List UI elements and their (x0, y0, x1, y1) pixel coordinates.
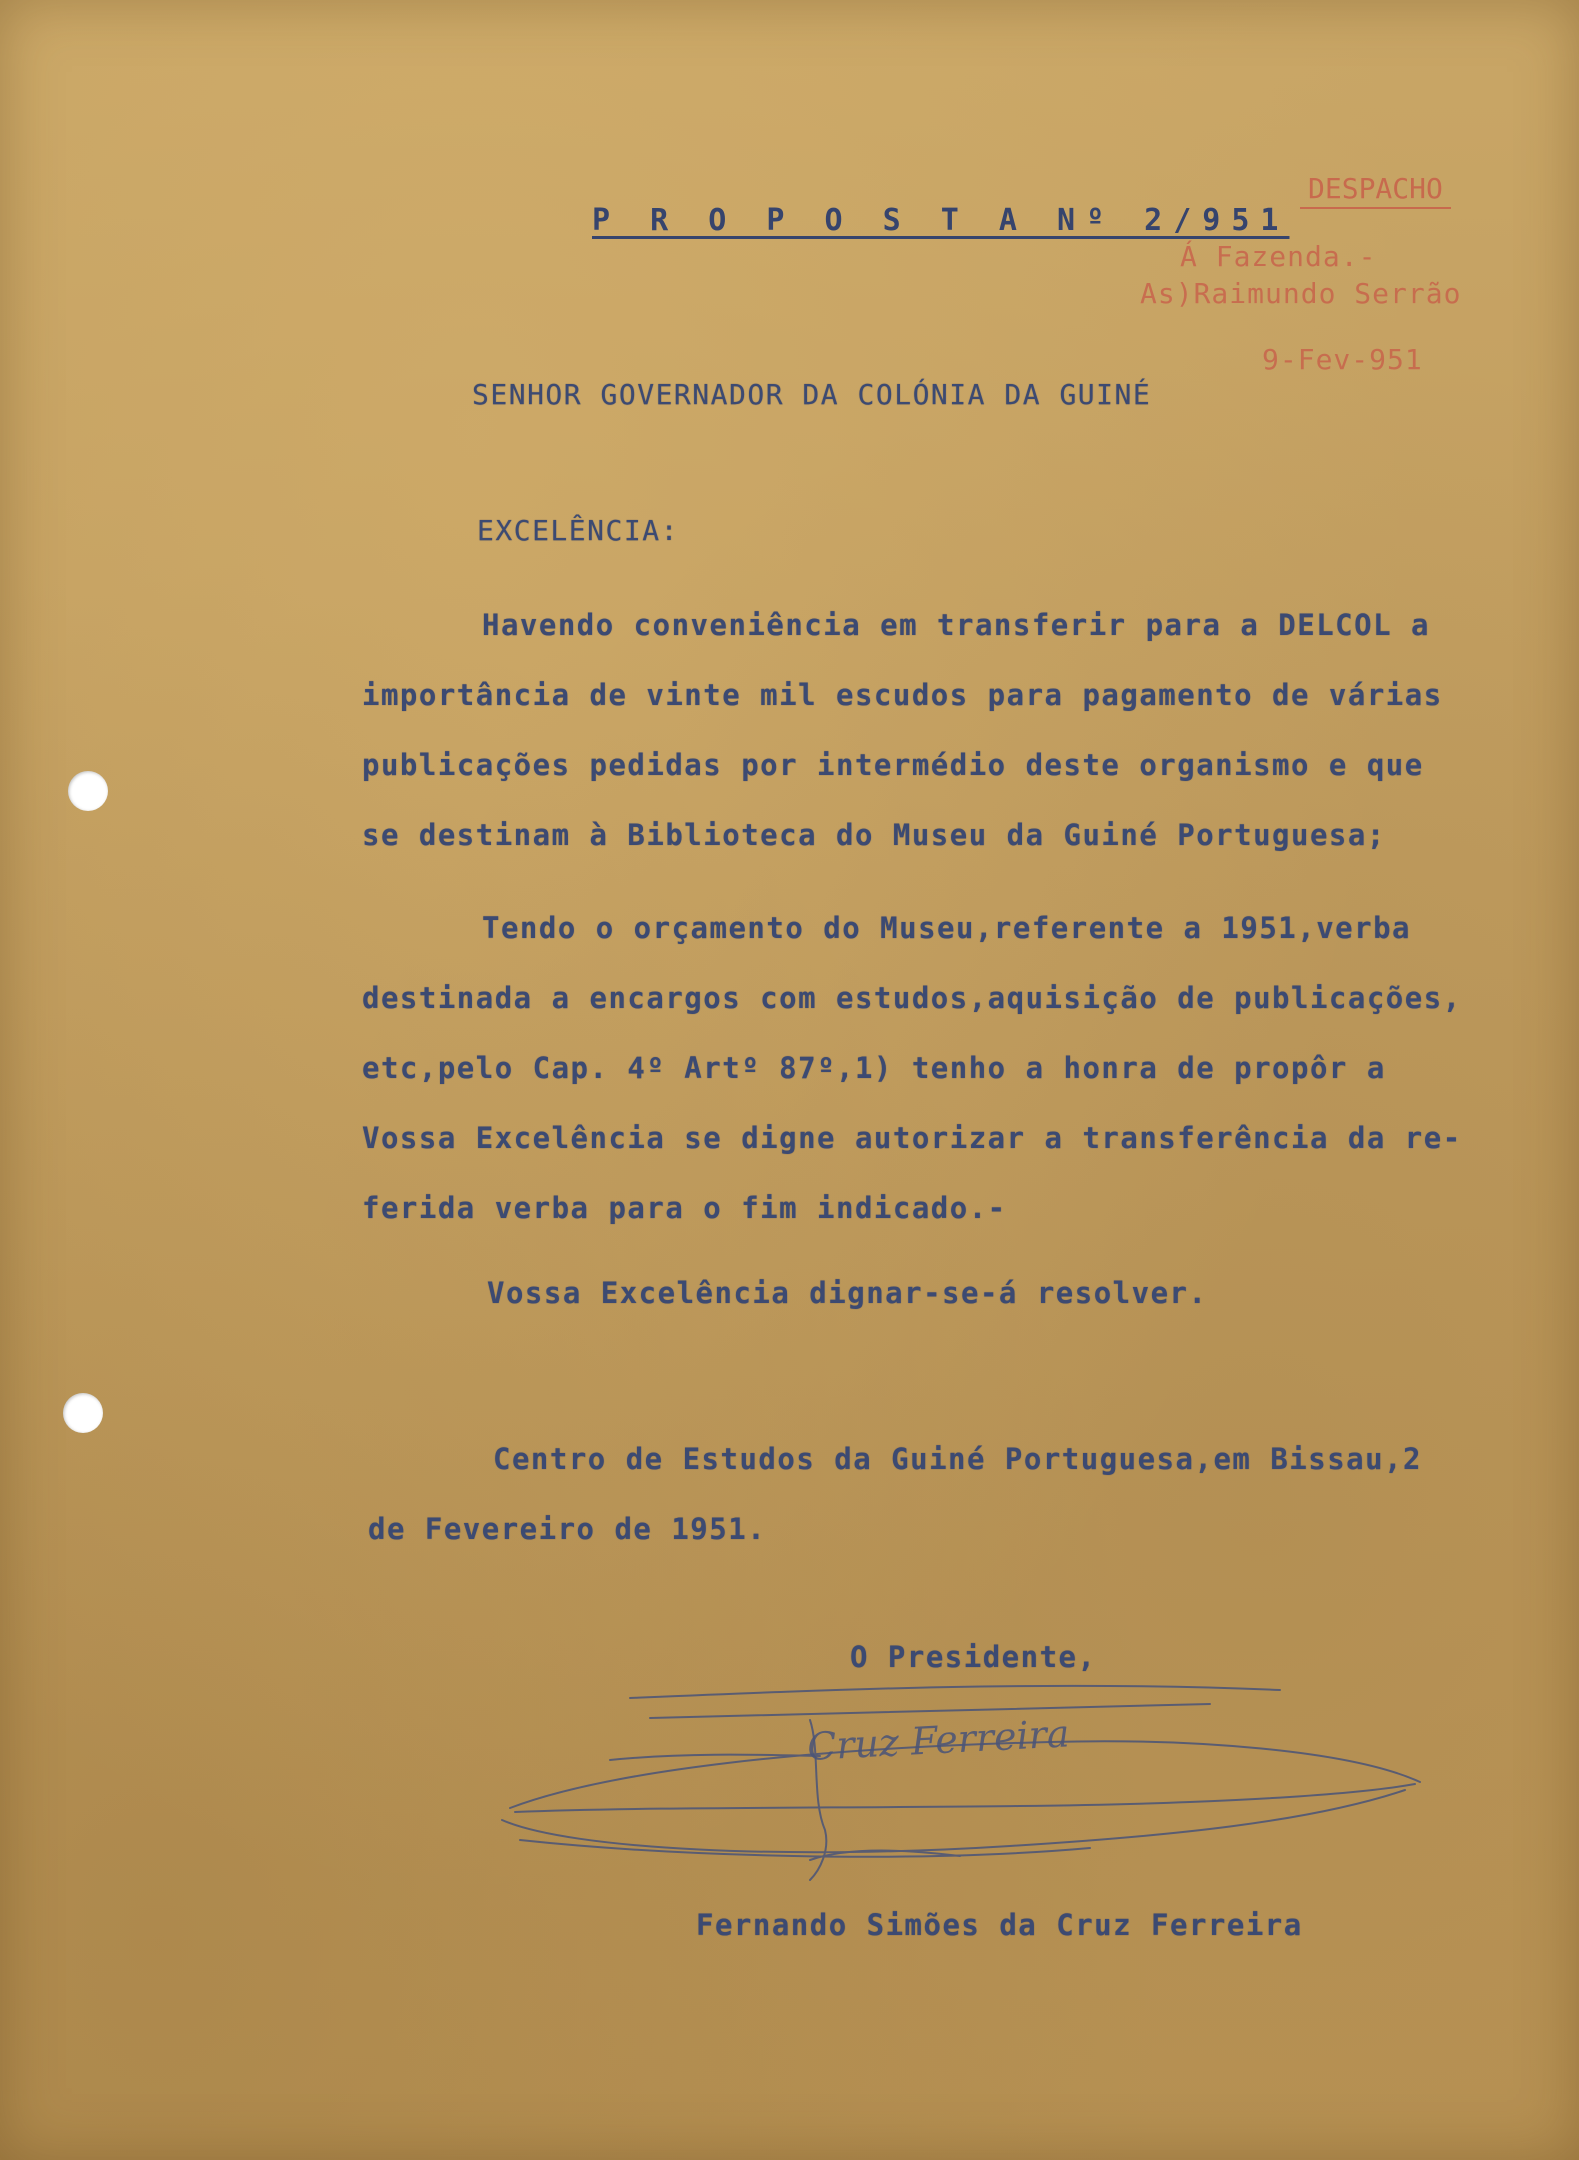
salutation: EXCELÊNCIA: (477, 514, 679, 547)
paragraph-2-line-5: ferida verba para o fim indicado.- (362, 1191, 1007, 1225)
place-date-line-1: Centro de Estudos da Guiné Portuguesa,em Bissau,2 (493, 1442, 1423, 1476)
paragraph-1-line-4: se destinam à Biblioteca do Museu da Guiné Portuguesa; (362, 818, 1386, 852)
handwritten-signature (490, 1660, 1430, 1890)
addressee-line: SENHOR GOVERNADOR DA COLÓNIA DA GUINÉ (472, 378, 1152, 411)
punch-hole-upper (68, 771, 108, 811)
punch-hole-lower (63, 1393, 103, 1433)
document-title: P R O P O S T A Nº 2/951 (592, 203, 1290, 238)
despacho-line-2: As)Raimundo Serrão (1140, 277, 1462, 310)
paragraph-budget (362, 893, 1522, 1243)
paragraph-1-line-2: importância de vinte mil escudos para pagamento de várias (362, 678, 1443, 712)
despacho-heading: DESPACHO (1300, 172, 1451, 209)
despacho-date: 9-Fev-951 (1262, 343, 1423, 376)
paragraph-2-line-4: Vossa Excelência se digne autorizar a transferência da re- (362, 1121, 1462, 1155)
closing-text: Vossa Excelência dignar-se-á resolver. (487, 1276, 1208, 1310)
closing-line (362, 1258, 1522, 1328)
paragraph-2-line-2: destinada a encargos com estudos,aquisição de publicações, (362, 981, 1462, 1015)
paragraph-1-line-3: publicações pedidas por intermédio deste organismo e que (362, 748, 1424, 782)
paragraph-1-line-1: Havendo conveniência em transferir para a DELCOL a (482, 608, 1430, 642)
place-date (368, 1424, 1528, 1564)
place-date-line-2: de Fevereiro de 1951. (368, 1512, 767, 1546)
signatory-name: Fernando Simões da Cruz Ferreira (696, 1908, 1303, 1942)
paragraph-transfer (362, 590, 1522, 870)
signature-scrawl: Cruz Ferreira (806, 1711, 1071, 1769)
despacho-line-1: Á Fazenda.- (1180, 240, 1377, 273)
paragraph-2-line-1: Tendo o orçamento do Museu,referente a 1951,verba (482, 911, 1412, 945)
paragraph-2-line-3: etc,pelo Cap. 4º Artº 87º,1) tenho a honra de propôr a (362, 1051, 1386, 1085)
signature-role: O Presidente, (850, 1640, 1097, 1674)
